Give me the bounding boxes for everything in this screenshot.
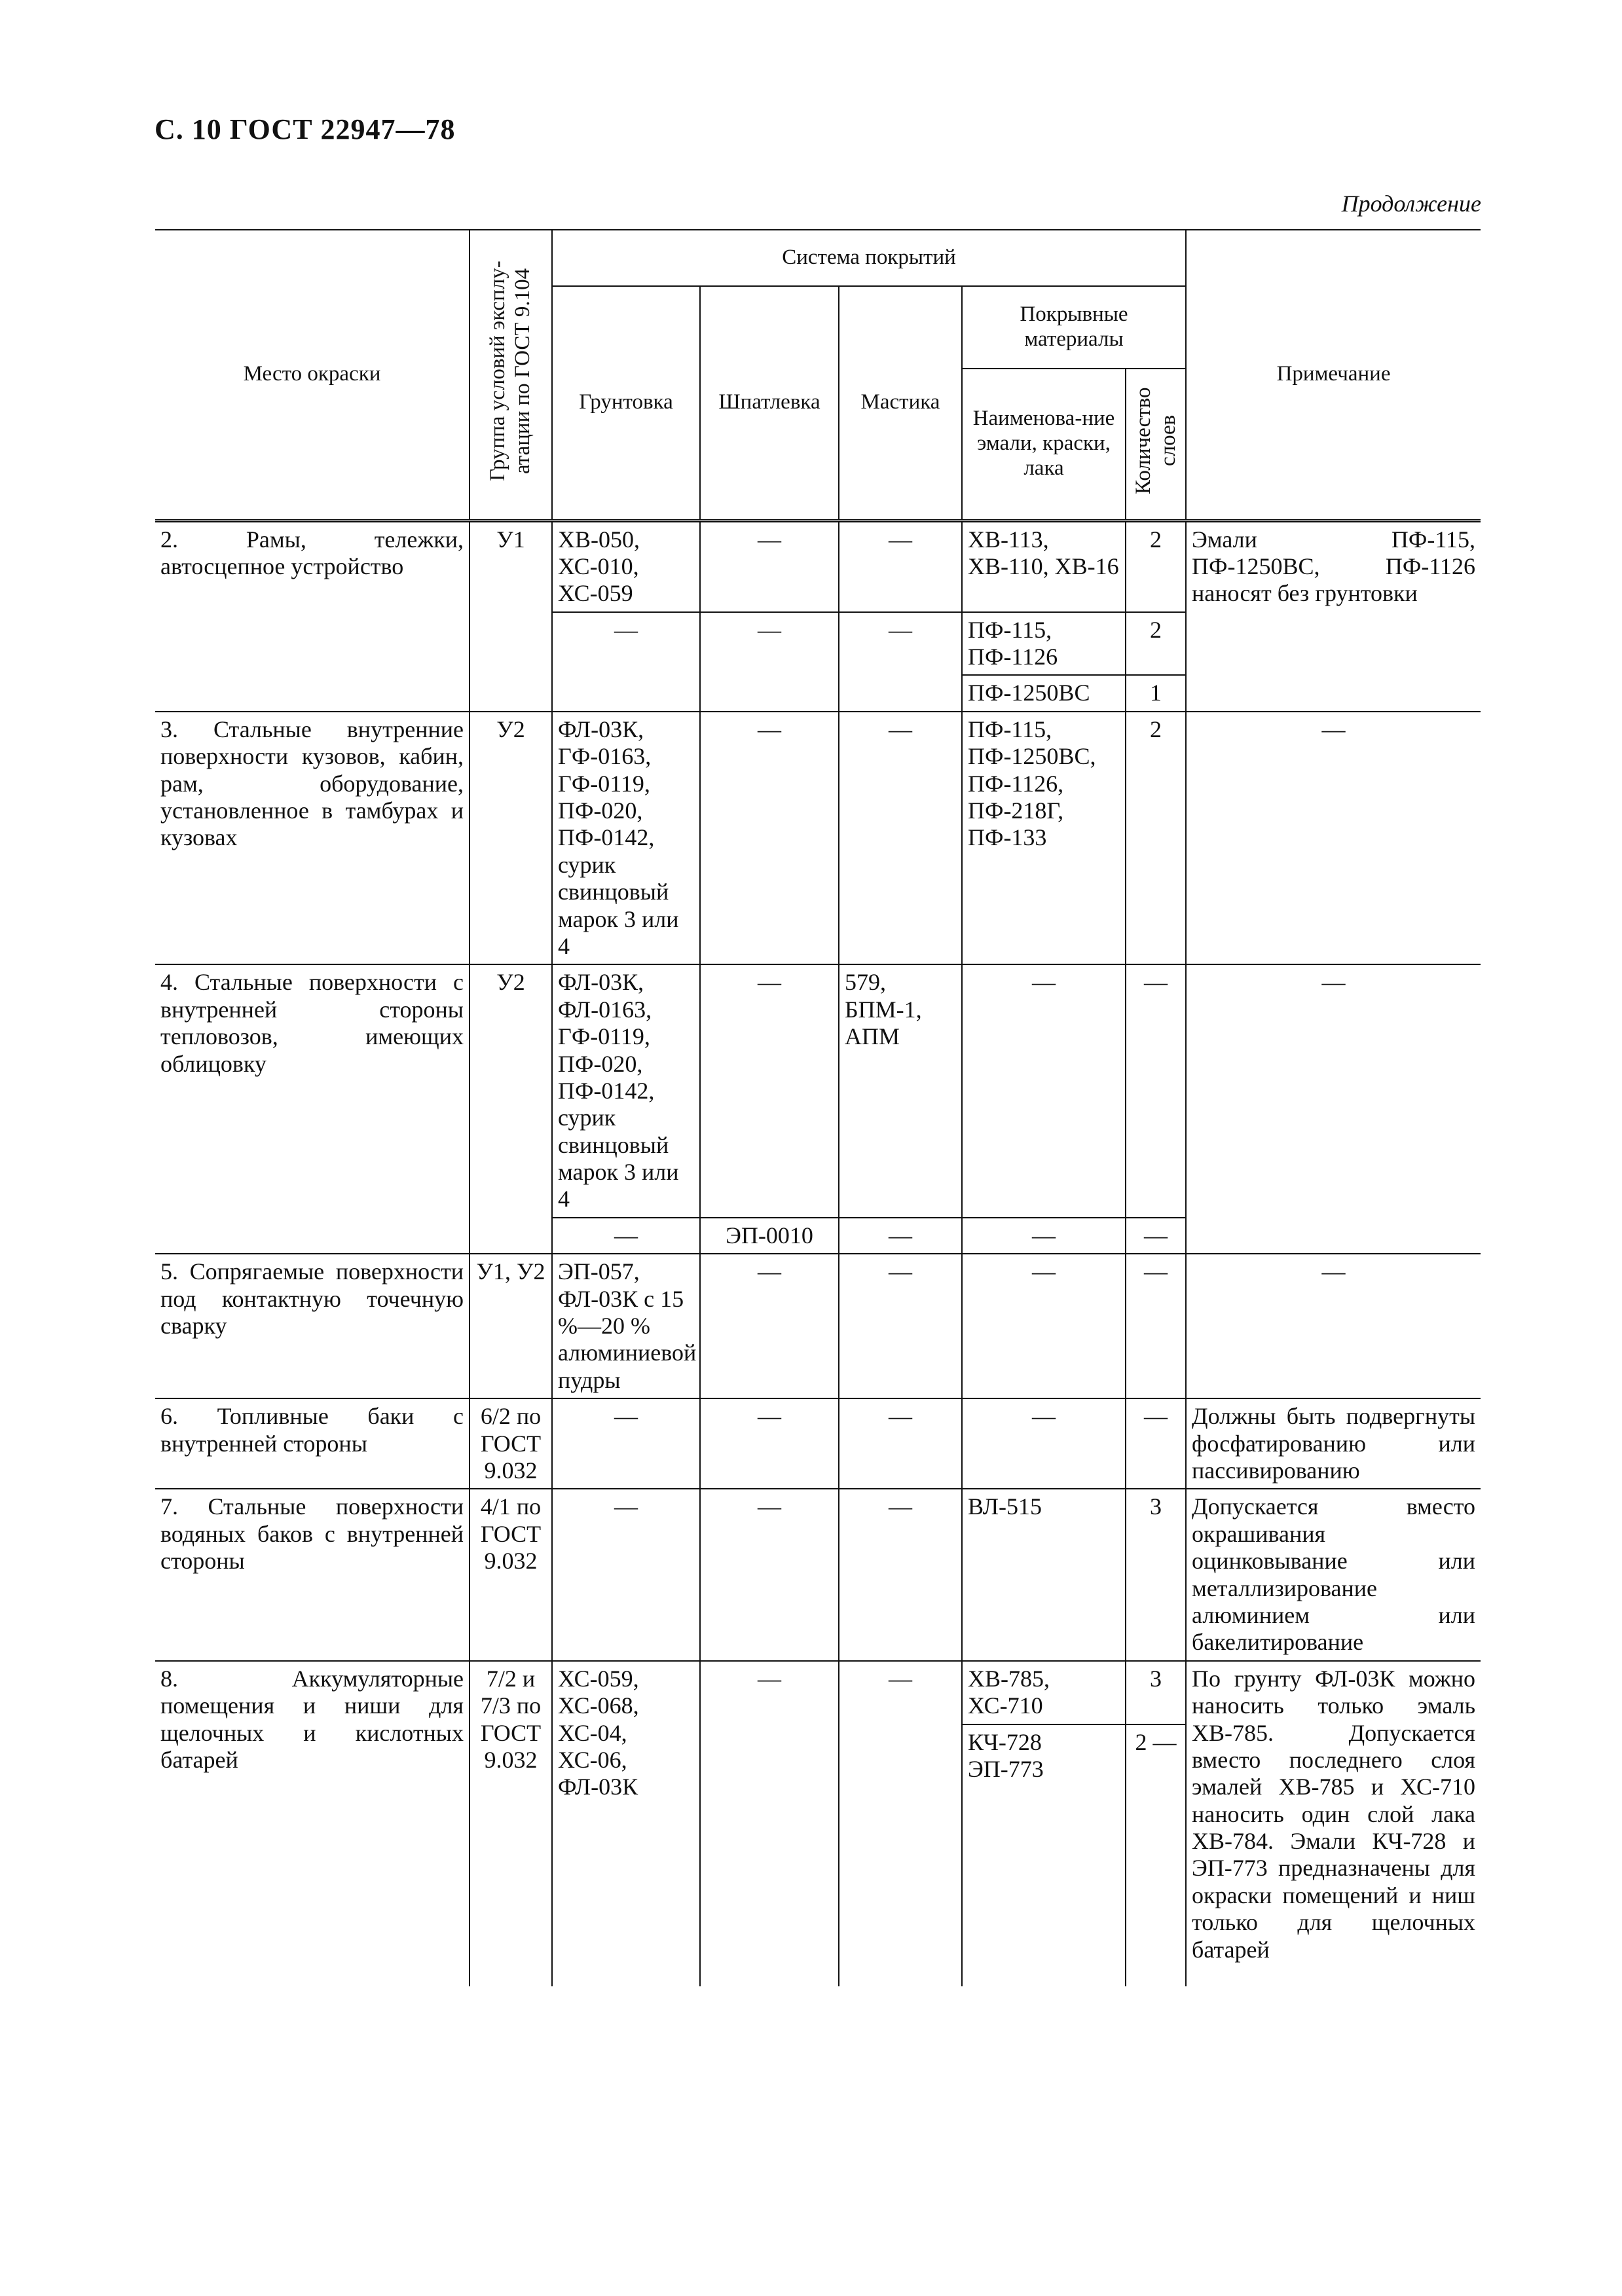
primer-cell: — [552, 1489, 700, 1660]
enamel-cell: — [962, 964, 1126, 1218]
mastic-cell: — [839, 1254, 962, 1398]
primer-cell: ЭП-057, ФЛ-03К с 15 %—20 % алюминиевой пудры [552, 1254, 700, 1398]
putty-cell: — [700, 1398, 839, 1489]
place-cell: 4. Стальные поверхности с внутренней стороны тепловозов, имеющих облицовку [155, 964, 470, 1254]
enamel-cell: — [962, 1218, 1126, 1254]
mastic-cell: — [839, 1398, 962, 1489]
mastic-cell: 579, БПМ-1, АПМ [839, 964, 962, 1218]
enamel-cell: ХВ-785, ХС-710 [962, 1661, 1126, 1724]
layers-cell: 2 [1126, 712, 1186, 965]
table-row [155, 1489, 1481, 1660]
group-cell: 6/2 по ГОСТ 9.032 [470, 1398, 552, 1489]
putty-cell: — [700, 1489, 839, 1660]
putty-cell: — [700, 612, 839, 712]
place-cell: 7. Стальные поверхности водяных баков с внутренней стороны [155, 1489, 470, 1660]
table-row [155, 520, 1481, 612]
place-cell: 3. Стальные внутренние поверхности кузовов, кабин, рам, оборудование, установленное в тамбурах и кузовах [155, 712, 470, 965]
enamel-cell: ПФ-115, ПФ-1126 [962, 612, 1126, 676]
col-system: Система покрытий [552, 230, 1186, 286]
col-putty: Шпатлевка [700, 286, 839, 520]
putty-cell: — [700, 712, 839, 965]
note-cell: — [1186, 712, 1481, 965]
enamel-cell: — [962, 1254, 1126, 1398]
enamel-cell: ПФ-115, ПФ-1250ВС, ПФ-1126, ПФ-218Г, ПФ-133 [962, 712, 1126, 965]
col-place: Место окраски [155, 230, 470, 520]
enamel-cell: ХВ-113, ХВ-110, ХВ-16 [962, 520, 1126, 612]
mastic-cell: — [839, 520, 962, 612]
layers-cell: 2 — [1126, 1724, 1186, 1986]
place-cell: 8. Аккумуляторные помещения и ниши для щелочных и кислотных батарей [155, 1661, 470, 1986]
layers-cell: 2 [1126, 612, 1186, 676]
col-primer: Грунтовка [552, 286, 700, 520]
layers-cell: — [1126, 1218, 1186, 1254]
col-topcoat: Покрывные материалы [962, 286, 1186, 369]
place-cell: 5. Сопрягаемые поверхности под контактную точечную сварку [155, 1254, 470, 1398]
primer-cell: — [552, 612, 700, 712]
continuation-label: Продолжение [1341, 191, 1481, 217]
place-cell: 2. Рамы, тележки, автосцепное устройство [155, 520, 470, 712]
primer-cell: ХВ-050, ХС-010, ХС-059 [552, 520, 700, 612]
layers-cell: — [1126, 964, 1186, 1218]
layers-cell: — [1126, 1254, 1186, 1398]
note-cell: Должны быть подвергнуты фосфатированию или пассивированию [1186, 1398, 1481, 1489]
note-cell: Допускается вместо окрашивания оцинковывание или металлизирование алюминием или бакелитирование [1186, 1489, 1481, 1660]
col-group: Группа условий эксплу-атации по ГОСТ 9.104 [470, 230, 552, 520]
primer-cell: ХС-059, ХС-068, ХС-04, ХС-06, ФЛ-03К [552, 1661, 700, 1986]
table-row [155, 712, 1481, 965]
mastic-cell: — [839, 612, 962, 712]
primer-cell: — [552, 1218, 700, 1254]
table-row [155, 1398, 1481, 1489]
table-row [155, 1254, 1481, 1398]
primer-cell: — [552, 1398, 700, 1489]
note-cell: — [1186, 964, 1481, 1254]
enamel-cell: — [962, 1398, 1126, 1489]
putty-cell: — [700, 1254, 839, 1398]
group-cell: У2 [470, 964, 552, 1254]
mastic-cell: — [839, 1489, 962, 1660]
note-cell: — [1186, 1254, 1481, 1398]
table-row [155, 1661, 1481, 1724]
mastic-cell: — [839, 1661, 962, 1986]
mastic-cell: — [839, 712, 962, 965]
place-cell: 6. Топливные баки с внутренней стороны [155, 1398, 470, 1489]
putty-cell: — [700, 1661, 839, 1986]
group-cell: У1 [470, 520, 552, 712]
layers-cell: 1 [1126, 675, 1186, 711]
note-cell: По грунту ФЛ-03К можно наносить только эмаль ХВ-785. Допускается вместо последнего слоя эмалей ХВ-785 и ХС-710 наносить один слой лака ХВ-784. Эмали КЧ-728 и ЭП-773 предназначены для окраски помещений и ниш только для щелочных батарей [1186, 1661, 1481, 1986]
putty-cell: ЭП-0010 [700, 1218, 839, 1254]
group-cell: У2 [470, 712, 552, 965]
table-row [155, 964, 1481, 1218]
col-enamel-name: Наименова-ние эмали, краски, лака [962, 369, 1126, 520]
putty-cell: — [700, 520, 839, 612]
layers-cell: 2 [1126, 520, 1186, 612]
layers-cell: 3 [1126, 1489, 1186, 1660]
putty-cell: — [700, 964, 839, 1218]
note-cell: Эмали ПФ-115, ПФ-1250ВС, ПФ-1126 наносят без грунтовки [1186, 520, 1481, 712]
group-cell: У1, У2 [470, 1254, 552, 1398]
page-header: С. 10 ГОСТ 22947—78 [155, 113, 456, 145]
layers-cell: 3 [1126, 1661, 1186, 1724]
enamel-cell: ВЛ-515 [962, 1489, 1126, 1660]
group-cell: 4/1 по ГОСТ 9.032 [470, 1489, 552, 1660]
col-note: Примечание [1186, 230, 1481, 520]
layers-cell: — [1126, 1398, 1186, 1489]
coating-table [155, 229, 1481, 1986]
enamel-cell: ПФ-1250ВС [962, 675, 1126, 711]
col-layers: Количество слоев [1126, 369, 1186, 520]
enamel-cell: КЧ-728 ЭП-773 [962, 1724, 1126, 1986]
mastic-cell: — [839, 1218, 962, 1254]
primer-cell: ФЛ-03К, ФЛ-0163, ГФ-0119, ПФ-020, ПФ-0142, сурик свинцовый марок 3 или 4 [552, 964, 700, 1218]
primer-cell: ФЛ-03К, ГФ-0163, ГФ-0119, ПФ-020, ПФ-0142, сурик свинцовый марок 3 или 4 [552, 712, 700, 965]
group-cell: 7/2 и 7/3 по ГОСТ 9.032 [470, 1661, 552, 1986]
col-mastic: Мастика [839, 286, 962, 520]
